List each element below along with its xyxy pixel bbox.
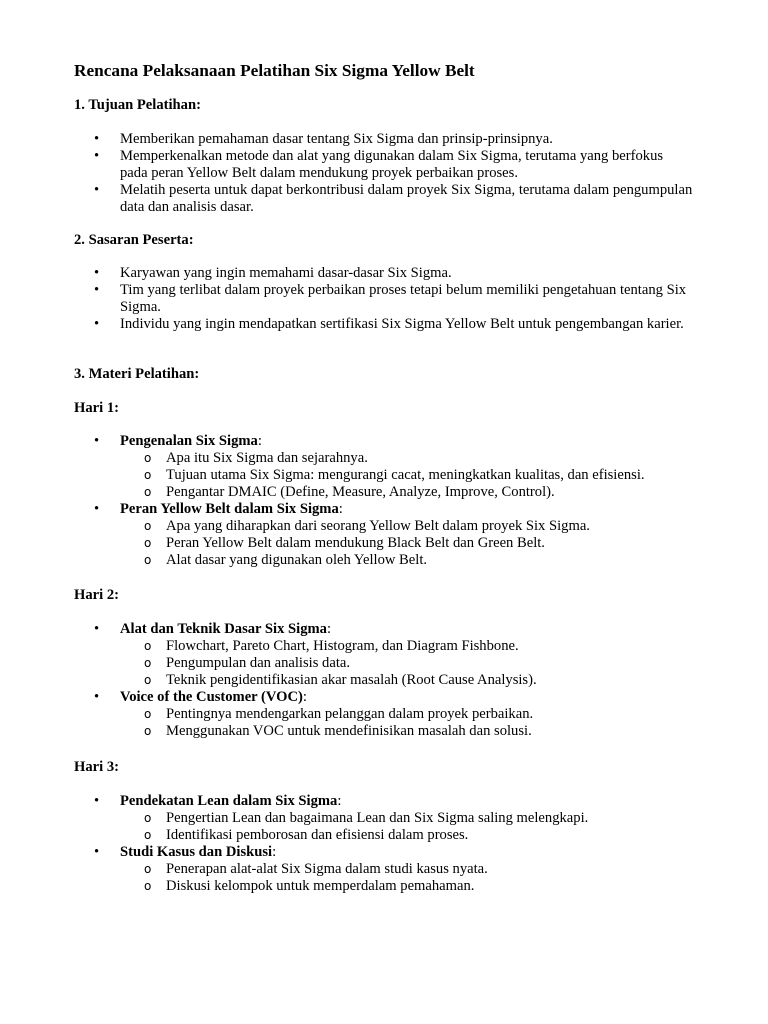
topic-title: Voice of the Customer (VOC) — [120, 689, 303, 705]
topic-item — [74, 793, 694, 844]
topic-item — [74, 501, 694, 569]
sub-item: o Teknik pengidentifikasian akar masalah (Root Cause Analysis). — [120, 672, 694, 689]
sub-item: o Menggunakan VOC untuk mendefinisikan masalah dan solusi. — [120, 723, 694, 740]
topic-suffix: : — [272, 844, 277, 860]
topic-item — [74, 621, 694, 689]
topic-suffix: : — [337, 793, 342, 809]
day-1-topics — [74, 433, 694, 569]
tujuan-list — [74, 131, 694, 216]
sub-list — [120, 518, 694, 569]
sub-item: o Diskusi kelompok untuk memperdalam pemahaman. — [120, 878, 694, 895]
list-item: • Memperkenalkan metode dan alat yang digunakan dalam Six Sigma, terutama yang berfokus pada peran Yellow Belt dalam mendukung proyek perbaikan proses. — [74, 148, 694, 182]
day-heading-1: Hari 1: — [74, 400, 119, 416]
sub-item: o Apa itu Six Sigma dan sejarahnya. — [120, 450, 694, 467]
sub-item: o Pentingnya mendengarkan pelanggan dalam proyek perbaikan. — [120, 706, 694, 723]
sub-item: o Flowchart, Pareto Chart, Histogram, dan Diagram Fishbone. — [120, 638, 694, 655]
day-2-topics — [74, 621, 694, 740]
sub-item: o Peran Yellow Belt dalam mendukung Black Belt dan Green Belt. — [120, 535, 694, 552]
list-item: • Karyawan yang ingin memahami dasar-dasar Six Sigma. — [74, 265, 694, 282]
list-item: • Individu yang ingin mendapatkan sertifikasi Six Sigma Yellow Belt untuk pengembangan karier. — [74, 316, 694, 333]
sub-list — [120, 861, 694, 895]
list-item: • Memberikan pemahaman dasar tentang Six Sigma dan prinsip-prinsipnya. — [74, 131, 694, 148]
topic-title: Pengenalan Six Sigma — [120, 433, 258, 449]
topic-item — [74, 433, 694, 501]
sub-item: o Alat dasar yang digunakan oleh Yellow Belt. — [120, 552, 694, 569]
section-heading-sasaran: 2. Sasaran Peserta: — [74, 232, 194, 248]
topic-suffix: : — [257, 433, 262, 449]
sub-list — [120, 706, 694, 740]
day-3-topics — [74, 793, 694, 895]
sub-list — [120, 638, 694, 689]
topic-suffix: : — [326, 621, 332, 637]
sub-item: o Apa yang diharapkan dari seorang Yellow Belt dalam proyek Six Sigma. — [120, 518, 694, 535]
topic-title: Peran Yellow Belt dalam Six Sigma — [120, 501, 339, 517]
day-heading-2: Hari 2: — [74, 587, 119, 603]
section-heading-materi: 3. Materi Pelatihan: — [74, 366, 200, 382]
sub-item: o Pengantar DMAIC (Define, Measure, Analyze, Improve, Control). — [120, 484, 694, 501]
sub-item: o Identifikasi pemborosan dan efisiensi dalam proses. — [120, 827, 694, 844]
sub-item: o Tujuan utama Six Sigma: mengurangi cacat, meningkatkan kualitas, dan efisiensi. — [120, 467, 694, 484]
topic-item — [74, 689, 694, 740]
sub-item: o Penerapan alat-alat Six Sigma dalam studi kasus nyata. — [120, 861, 694, 878]
sub-list — [120, 810, 694, 844]
topic-title: Studi Kasus dan Diskusi — [120, 844, 273, 860]
topic-title: Pendekatan Lean dalam Six Sigma — [120, 793, 338, 809]
sub-list — [120, 450, 694, 501]
sasaran-list — [74, 265, 694, 333]
day-heading-3: Hari 3: — [74, 759, 119, 775]
sub-item: o Pengumpulan dan analisis data. — [120, 655, 694, 672]
section-heading-tujuan: 1. Tujuan Pelatihan: — [74, 97, 201, 113]
topic-item — [74, 844, 694, 895]
topic-title: Alat dan Teknik Dasar Six Sigma — [120, 621, 327, 637]
list-item: • Melatih peserta untuk dapat berkontribusi dalam proyek Six Sigma, terutama dalam pengumpulan data dan analisis dasar. — [74, 182, 694, 216]
document-title: Rencana Pelaksanaan Pelatihan Six Sigma Yellow Belt — [74, 61, 475, 80]
topic-suffix: : — [302, 689, 307, 705]
sub-item: o Pengertian Lean dan bagaimana Lean dan Six Sigma saling melengkapi. — [120, 810, 694, 827]
topic-suffix: : — [338, 501, 343, 517]
list-item: • Tim yang terlibat dalam proyek perbaikan proses tetapi belum memiliki pengetahuan tentang Six Sigma. — [74, 282, 694, 316]
